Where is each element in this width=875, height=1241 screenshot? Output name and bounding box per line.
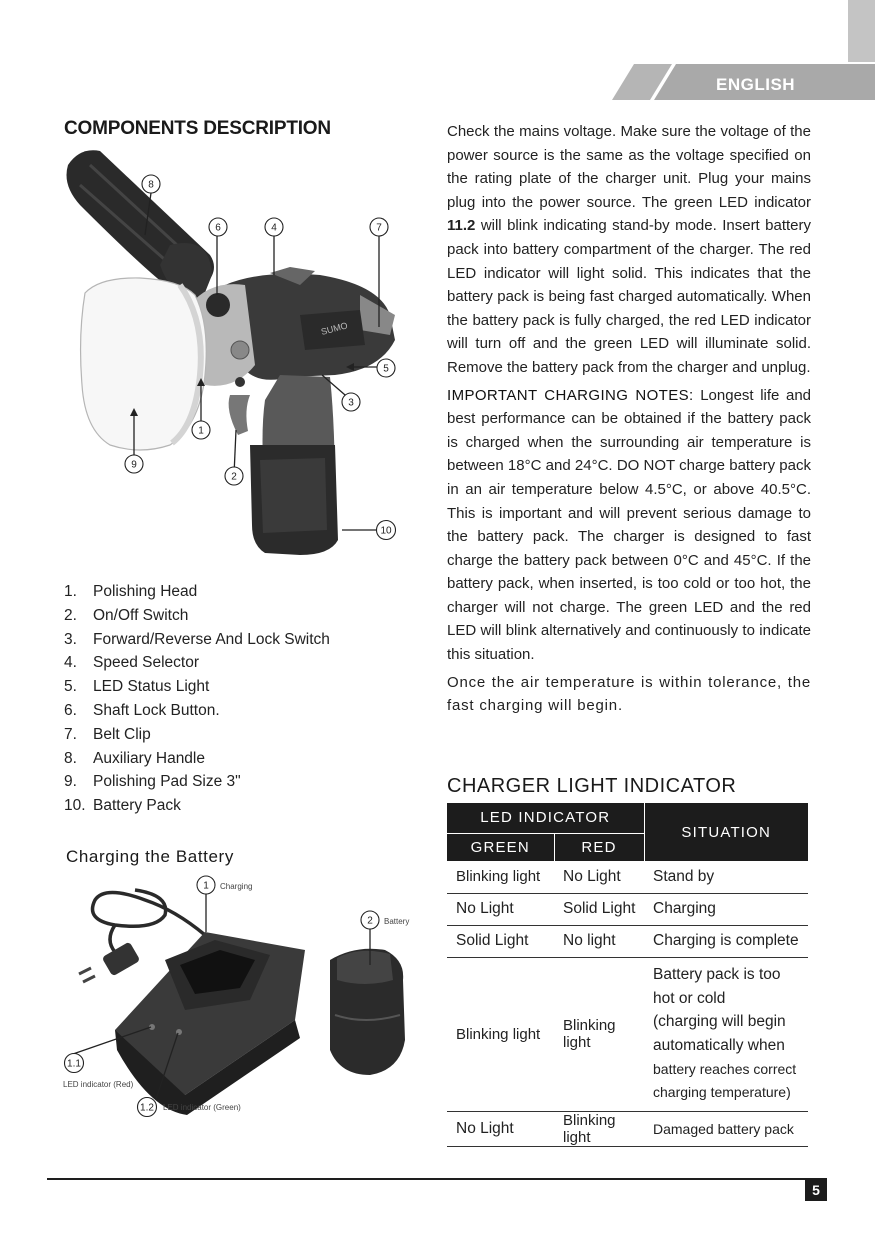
svg-text:SUMO: SUMO — [319, 320, 349, 337]
table-row: Solid Light No light Charging is complete — [447, 925, 808, 957]
language-label: ENGLISH — [716, 75, 796, 94]
svg-text:1: 1 — [198, 425, 204, 437]
svg-text:6: 6 — [215, 222, 221, 234]
callout-7 — [370, 218, 388, 236]
callout-led-red — [65, 1054, 84, 1073]
svg-text:8: 8 — [148, 179, 154, 191]
svg-text:7: 7 — [376, 222, 382, 234]
callout-6 — [209, 218, 227, 236]
list-item: 6. Shaft Lock Button. — [64, 701, 220, 719]
list-item: 8. Auxiliary Handle — [64, 749, 205, 767]
callout-charger-1 — [197, 876, 215, 894]
list-item: 7. Belt Clip — [64, 725, 151, 743]
callout-5 — [377, 359, 395, 377]
instruction-paragraph: Check the mains voltage. Make sure the voltage of the power source is the same as the voltage specified on the rating plate of the charger unit. Plug your mains plug into the power source. The green LED indicator 11.2 will blink indicating stand-by mode. Insert battery pack into battery compartment of the charger. The red LED indicator will light solid. This indicates that the battery pack is being fast charged automatically. When the battery pack is fully charged, the red LED indicator will turn off and the green LED will illuminate solid. Remove the battery pack from the charger and unplug. — [447, 123, 812, 376]
green-header: GREEN — [447, 833, 554, 861]
callout-3 — [342, 393, 360, 411]
callout-8 — [142, 175, 160, 193]
callout-4 — [265, 218, 283, 236]
callout-1 — [192, 421, 210, 439]
callout-2 — [225, 467, 243, 485]
list-item: 5. LED Status Light — [64, 678, 210, 696]
callout-led-green — [138, 1098, 157, 1117]
list-item: 4. Speed Selector — [64, 654, 199, 672]
table-row: No Light Blinking light Damaged battery pack — [447, 1111, 808, 1146]
callout-led-red-label: LED indicator (Red) — [63, 1080, 134, 1089]
footer-rule — [47, 1178, 827, 1180]
charger-illustration — [55, 870, 425, 1120]
charger-cable-drawing — [93, 890, 206, 952]
svg-text:4: 4 — [271, 222, 277, 234]
indicator-title: CHARGER LIGHT INDICATOR — [447, 775, 737, 797]
tool-body-drawing — [185, 267, 395, 555]
callout-9 — [125, 455, 143, 473]
svg-text:1.1: 1.1 — [67, 1058, 81, 1070]
tolerance-paragraph: Once the air temperature is within tolerance, the fast charging will begin. — [447, 673, 811, 715]
svg-text:2: 2 — [231, 471, 237, 483]
list-item: 9. Polishing Pad Size 3" — [64, 773, 241, 791]
svg-text:1.2: 1.2 — [140, 1102, 154, 1114]
plug-drawing — [79, 941, 140, 982]
components-title: COMPONENTS DESCRIPTION — [64, 118, 331, 139]
callout-battery-2 — [361, 911, 379, 929]
header-corner-bar — [848, 0, 875, 62]
led-indicator-header: LED INDICATOR — [447, 803, 644, 833]
charging-instructions — [447, 120, 811, 722]
situation-header: SITUATION — [644, 803, 808, 861]
svg-text:3: 3 — [348, 397, 354, 409]
charging-title: Charging the Battery — [66, 847, 234, 866]
polishing-pad-drawing — [81, 278, 207, 450]
list-item: 2. On/Off Switch — [64, 606, 189, 624]
table-row: Blinking light Blinking light Battery pack is too hot or cold (charging will begin automatically when battery reaches correct charging temperature) — [447, 957, 808, 1111]
battery-pack-drawing — [330, 949, 405, 1075]
table-row: Blinking light No Light Stand by — [447, 861, 808, 893]
important-notes-paragraph: IMPORTANT CHARGING NOTES: Longest life and best performance can be obtained if the battery pack is charged when the surrounding air temperature is between 18°C and 24°C. DO NOT charge battery pack in an air temperature below 4.5°C, or above 40.5°C. This is important and will prevent serious damage to the battery pack. The charger is designed to fast charge the battery pack between 0°C and 45°C. If the battery pack, when inserted, is too cold or too hot, the charger will not charge. The green LED and the red LED will blink alternatively and continuously to indicate this situation. — [447, 386, 812, 664]
list-item: 10. Battery Pack — [64, 797, 181, 815]
list-item: 3. Forward/Reverse And Lock Switch — [64, 630, 330, 648]
svg-text:2: 2 — [367, 915, 373, 927]
led-indicator-table — [447, 803, 808, 1147]
page-number: 5 — [805, 1179, 827, 1201]
charger-base-drawing — [115, 932, 305, 1115]
svg-text:9: 9 — [131, 459, 137, 471]
callout-led-green-label: LED indicator (Green) — [163, 1103, 241, 1112]
callout-battery-label: Battery — [384, 917, 410, 926]
svg-text:5: 5 — [383, 363, 389, 375]
polisher-illustration — [60, 145, 410, 565]
list-item: 1. Polishing Head — [64, 583, 198, 600]
table-row: No Light Solid Light Charging — [447, 893, 808, 925]
callout-charging-label: Charging — [220, 882, 253, 891]
callout-10 — [377, 521, 396, 540]
svg-text:10: 10 — [380, 525, 392, 537]
svg-text:1: 1 — [203, 880, 209, 892]
components-list — [64, 580, 330, 818]
red-header: RED — [554, 833, 644, 861]
